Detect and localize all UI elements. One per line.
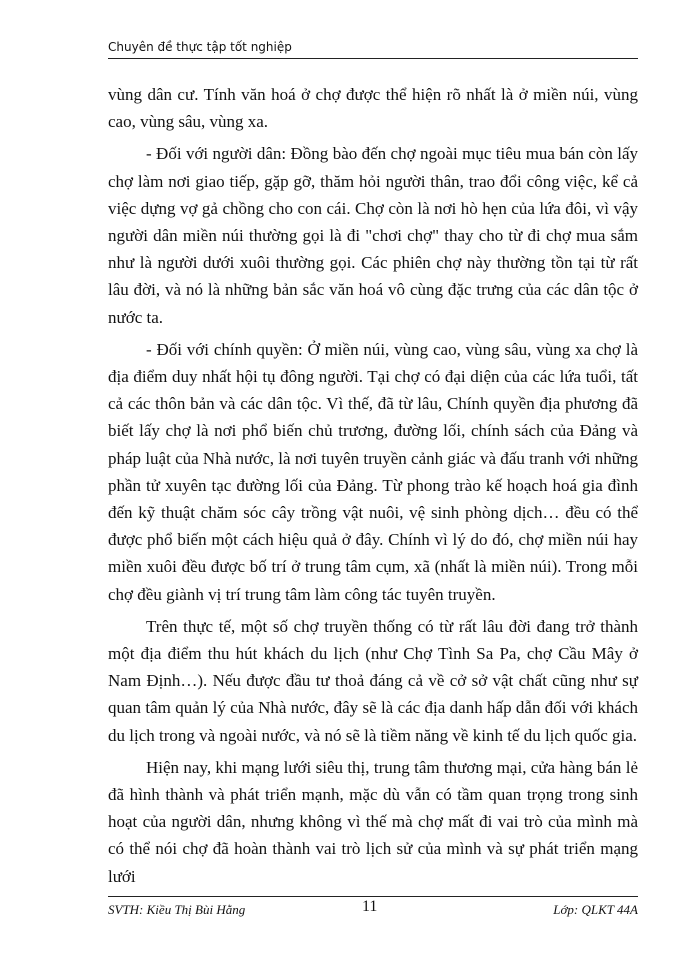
paragraph-2: - Đối với người dân: Đồng bào đến chợ ngoài mục tiêu mua bán còn lấy chợ làm nơi giao tiếp, gặp gỡ, thăm hỏi người thân, trao đổi công việc, kể cả việc dựng vợ gả chồng cho con cái. Chợ còn là nơi hò hẹn của lứa đôi, vì vậy người dân miền núi thường gọi là đi "chơi chợ" thay cho từ đi chợ mua sắm như là người dưới xuôi thường gọi. Các phiên chợ này thường tồn tại từ rất lâu đời, và nó là những bản sắc văn hoá vô cùng đặc trưng của các dân tộc ở nước ta. (108, 144, 638, 327)
footer-class: Lớp: QLKT 44A (553, 902, 638, 917)
page-header: Chuyên đề thực tập tốt nghiệp (108, 40, 292, 54)
page-number: 11 (362, 898, 378, 915)
body-text (108, 81, 638, 895)
paragraph-5: Hiện nay, khi mạng lưới siêu thị, trung tâm thương mại, cửa hàng bán lẻ đã hình thành và phát triển mạnh, mặc dù vẫn có tầm quan trọng trong sinh hoạt của người dân, nhưng không vì thế mà chợ mất đi vai trò của mình mà có thể nói chợ đã hoàn thành vai trò lịch sử của mình và sự phát triển mạng lưới (108, 757, 638, 886)
header-divider (108, 58, 638, 59)
paragraph-1: vùng dân cư. Tính văn hoá ở chợ được thể hiện rõ nhất là ở miền núi, vùng cao, vùng sâu, vùng xa. (108, 85, 638, 132)
paragraph-3: - Đối với chính quyền: Ở miền núi, vùng cao, vùng sâu, vùng xa chợ là địa điểm duy nhất hội tụ đông người. Tại chợ có đại diện của các lứa tuổi, tất cả các thôn bản và các dân tộc. Vì thế, đã từ lâu, Chính quyền địa phương đã biết lấy chợ là nơi phổ biến chủ trương, đường lối, chính sách của Đảng và pháp luật của Nhà nước, là nơi tuyên truyền cảnh giác và đấu tranh với những phần tử xuyên tạc đường lối của Đảng. Từ phong trào kế hoạch hoá gia đình đến kỹ thuật chăm sóc cây trồng vật nuôi, vệ sinh phòng dịch… đều có thể được phổ biến một cách hiệu quả ở đây. Chính vì lý do đó, chợ miền núi hay miền xuôi đều được bố trí ở trung tâm cụm, xã (nhất là miền núi). Trong mỗi chợ đều giành vị trí trung tâm làm công tác tuyên truyền. (108, 339, 638, 604)
paragraph-4: Trên thực tế, một số chợ truyền thống có từ rất lâu đời đang trở thành một địa điểm thu hút khách du lịch (như Chợ Tình Sa Pa, chợ Cầu Mây ở Nam Định…). Nếu được đầu tư thoả đáng cả về cở sở vật chất cũng như sự quan tâm quản lý của Nhà nước, đây sẽ là các địa danh hấp dẫn đối với khách du lịch trong và ngoài nước, và nó sẽ là tiềm năng về kinh tế du lịch quốc gia. (108, 616, 638, 745)
footer-divider (108, 896, 638, 897)
footer-author: SVTH: Kiều Thị Bùi Hằng (108, 902, 246, 917)
